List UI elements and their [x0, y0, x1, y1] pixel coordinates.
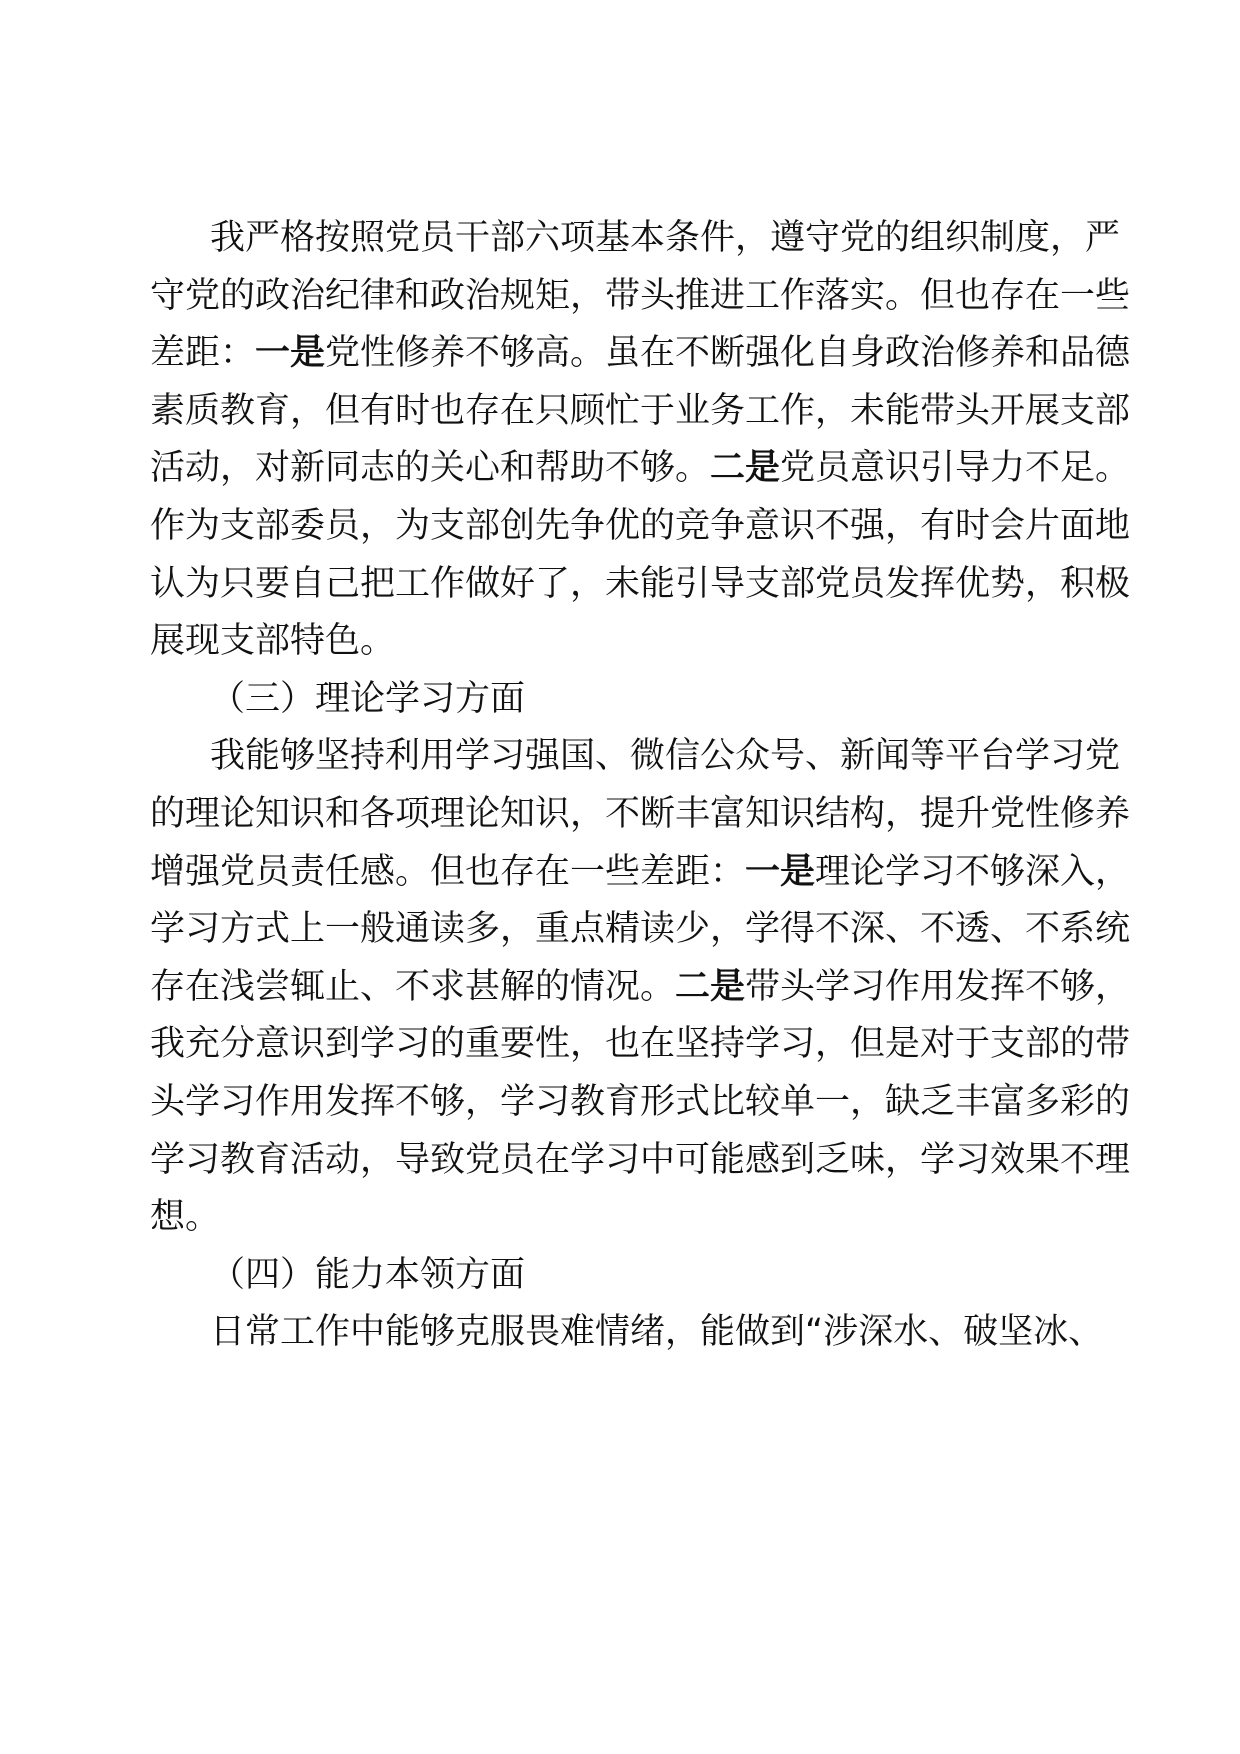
- text-segment: 的理论知识和各项理论知识，不断丰富知识结构，提升党性修养: [150, 794, 1131, 834]
- text-segment: （三）理论学习方面: [210, 678, 526, 719]
- text-line: [150, 897, 1131, 961]
- text-segment: 作为支部委员，为支部创先争优的竞争意识不强，有时会片面地: [150, 506, 1131, 546]
- text-segment: 增强党员责任感。但也存在一些差距：: [150, 851, 746, 892]
- text-segment: 守党的政治纪律和政治规矩，带头推进工作落实。但也存在一些: [150, 275, 1131, 316]
- text-line: [150, 436, 1131, 500]
- text-segment: 日常工作中能够克服畏难情绪，能做到“涉深水、破坚冰、: [210, 1312, 1104, 1353]
- text-line: [150, 552, 1131, 616]
- text-line: [150, 955, 1131, 1019]
- bold-text-segment: 一是: [255, 333, 326, 374]
- text-line: [150, 840, 1131, 904]
- text-segment: 头学习作用发挥不够，学习教育形式比较单一，缺乏丰富多彩的: [150, 1082, 1131, 1122]
- text-segment: 学习方式上一般通读多，重点精读少，学得不深、不透、不系统: [150, 909, 1131, 950]
- text-segment: 带头学习作用发挥不够，: [745, 966, 1131, 1007]
- text-segment: 我充分意识到学习的重要性，也在坚持学习，但是对于支部的带: [150, 1024, 1131, 1065]
- text-line: [150, 379, 1131, 443]
- text-line: [150, 1012, 1131, 1076]
- text-line: [150, 264, 1131, 328]
- text-segment: 理论学习不够深入，: [815, 851, 1131, 892]
- text-line: [210, 667, 983, 731]
- text-segment: 活动，对新同志的关心和帮助不够。: [150, 448, 711, 489]
- text-segment: 认为只要自己把工作做好了，未能引导支部党员发挥优势，积极: [150, 563, 1131, 604]
- bold-text-segment: 二是: [675, 966, 746, 1007]
- text-segment: 党性修养不够高。虽在不断强化自身政治修养和品德: [325, 333, 1131, 374]
- text-segment: 存在浅尝辄止、不求甚解的情况。: [150, 966, 676, 1007]
- text-line: [210, 206, 1121, 270]
- text-line: [150, 1128, 1131, 1192]
- text-line: [150, 782, 1131, 846]
- text-line: [210, 1300, 1104, 1364]
- text-segment: 学习教育活动，导致党员在学习中可能感到乏味，学习效果不理: [150, 1139, 1131, 1180]
- text-segment: 展现支部特色。: [150, 621, 396, 662]
- text-line: [150, 1070, 1131, 1134]
- bold-text-segment: 一是: [745, 851, 816, 892]
- text-line: [150, 494, 1131, 558]
- text-segment: 差距：: [150, 333, 256, 374]
- text-segment: （四）能力本领方面: [210, 1254, 526, 1295]
- text-line: [150, 609, 983, 673]
- text-line: [150, 1185, 983, 1249]
- bold-text-segment: 二是: [710, 448, 781, 489]
- text-line: [210, 724, 1121, 788]
- text-segment: 素质教育，但有时也存在只顾忙于业务工作，未能带头开展支部: [150, 390, 1131, 431]
- text-segment: 想。: [150, 1197, 221, 1238]
- text-segment: 我能够坚持利用学习强国、微信公众号、新闻等平台学习党: [210, 736, 1121, 777]
- text-segment: 我严格按照党员干部六项基本条件，遵守党的组织制度，严: [210, 218, 1121, 258]
- text-segment: 党员意识引导力不足。: [780, 448, 1131, 489]
- text-line: [210, 1243, 983, 1307]
- text-line: [150, 321, 1131, 385]
